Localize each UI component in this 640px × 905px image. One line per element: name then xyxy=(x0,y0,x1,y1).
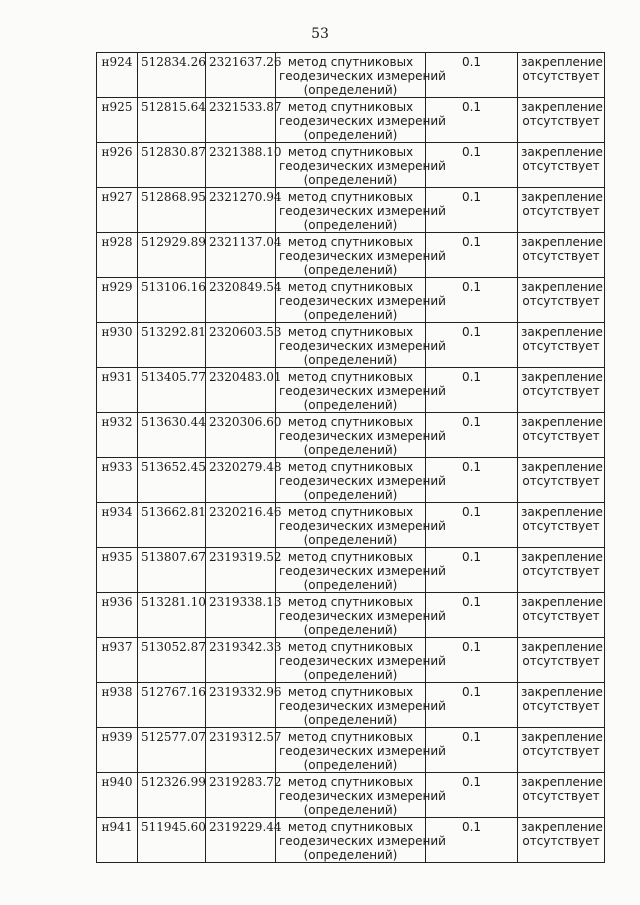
y-coordinate-cell: 2321388.10 xyxy=(206,143,276,188)
table-row xyxy=(97,323,605,368)
method-line: геодезических измерений xyxy=(279,609,446,623)
y-coordinate-cell: 2319332.96 xyxy=(206,683,276,728)
method-line: (определений) xyxy=(303,488,398,502)
method-cell xyxy=(276,593,446,638)
x-coordinate-cell: 513052.87 xyxy=(138,638,206,683)
method-cell xyxy=(276,503,446,548)
method-line: геодезических измерений xyxy=(279,744,446,758)
accuracy-cell: 0.1 xyxy=(426,233,518,278)
fixing-line: закрепление xyxy=(521,460,603,474)
x-coordinate-cell: 512767.16 xyxy=(138,683,206,728)
accuracy-cell: 0.1 xyxy=(426,638,518,683)
table-row xyxy=(97,638,605,683)
point-id-cell: н925 xyxy=(97,98,138,143)
point-id-cell: н926 xyxy=(97,143,138,188)
y-coordinate-cell: 2320306.60 xyxy=(206,413,276,458)
x-coordinate-cell: 511945.60 xyxy=(138,818,206,863)
method-cell xyxy=(276,368,446,413)
fixing-line: закрепление xyxy=(521,730,603,744)
method-line: метод спутниковых xyxy=(287,685,414,699)
fixing-line: закрепление xyxy=(521,55,603,69)
point-id-cell: н931 xyxy=(97,368,138,413)
fixing-line: отсутствует xyxy=(522,69,600,83)
point-id-cell: н936 xyxy=(97,593,138,638)
fixing-line: отсутствует xyxy=(522,564,600,578)
table-row xyxy=(97,818,605,863)
fixing-cell xyxy=(518,638,605,683)
method-line: геодезических измерений xyxy=(279,654,446,668)
point-id-cell: н924 xyxy=(97,53,138,98)
x-coordinate-cell: 512830.87 xyxy=(138,143,206,188)
x-coordinate-cell: 512815.64 xyxy=(138,98,206,143)
method-line: метод спутниковых xyxy=(287,190,414,204)
x-coordinate-cell: 513405.77 xyxy=(138,368,206,413)
fixing-line: закрепление xyxy=(521,640,603,654)
point-id-cell: н930 xyxy=(97,323,138,368)
table-row xyxy=(97,53,605,98)
y-coordinate-cell: 2319338.13 xyxy=(206,593,276,638)
fixing-line: закрепление xyxy=(521,550,603,564)
method-line: метод спутниковых xyxy=(287,820,414,834)
table-row xyxy=(97,683,605,728)
page-number: 53 xyxy=(311,26,329,42)
method-line: метод спутниковых xyxy=(287,595,414,609)
y-coordinate-cell: 2321270.94 xyxy=(206,188,276,233)
fixing-cell xyxy=(518,593,605,638)
accuracy-cell: 0.1 xyxy=(426,503,518,548)
accuracy-cell: 0.1 xyxy=(426,818,518,863)
table-row xyxy=(97,548,605,593)
method-line: метод спутниковых xyxy=(287,730,414,744)
method-line: (определений) xyxy=(303,713,398,727)
method-line: метод спутниковых xyxy=(287,550,414,564)
method-line: (определений) xyxy=(303,443,398,457)
point-id-cell: н929 xyxy=(97,278,138,323)
accuracy-cell: 0.1 xyxy=(426,98,518,143)
accuracy-cell: 0.1 xyxy=(426,683,518,728)
method-line: метод спутниковых xyxy=(287,775,414,789)
fixing-line: отсутствует xyxy=(522,474,600,488)
fixing-line: отсутствует xyxy=(522,249,600,263)
method-line: геодезических измерений xyxy=(279,249,446,263)
table-row xyxy=(97,278,605,323)
method-line: (определений) xyxy=(303,128,398,142)
point-id-cell: н939 xyxy=(97,728,138,773)
fixing-cell xyxy=(518,143,605,188)
fixing-line: закрепление xyxy=(521,775,603,789)
fixing-cell xyxy=(518,818,605,863)
coordinates-table-body xyxy=(97,53,605,863)
y-coordinate-cell: 2319319.52 xyxy=(206,548,276,593)
y-coordinate-cell: 2319312.57 xyxy=(206,728,276,773)
method-cell xyxy=(276,548,446,593)
method-cell xyxy=(276,143,446,188)
y-coordinate-cell: 2320279.48 xyxy=(206,458,276,503)
table-row xyxy=(97,368,605,413)
fixing-line: отсутствует xyxy=(522,744,600,758)
x-coordinate-cell: 513630.44 xyxy=(138,413,206,458)
method-line: метод спутниковых xyxy=(287,505,414,519)
x-coordinate-cell: 513807.67 xyxy=(138,548,206,593)
method-cell xyxy=(276,818,446,863)
fixing-cell xyxy=(518,683,605,728)
accuracy-cell: 0.1 xyxy=(426,548,518,593)
method-line: (определений) xyxy=(303,83,398,97)
method-line: геодезических измерений xyxy=(279,789,446,803)
method-line: геодезических измерений xyxy=(279,114,446,128)
fixing-cell xyxy=(518,188,605,233)
method-line: (определений) xyxy=(303,758,398,772)
point-id-cell: н933 xyxy=(97,458,138,503)
point-id-cell: н937 xyxy=(97,638,138,683)
fixing-line: отсутствует xyxy=(522,789,600,803)
table-row xyxy=(97,728,605,773)
table-row xyxy=(97,773,605,818)
x-coordinate-cell: 512868.95 xyxy=(138,188,206,233)
y-coordinate-cell: 2321637.26 xyxy=(206,53,276,98)
method-line: метод спутниковых xyxy=(287,55,414,69)
fixing-line: отсутствует xyxy=(522,834,600,848)
x-coordinate-cell: 513662.81 xyxy=(138,503,206,548)
point-id-cell: н941 xyxy=(97,818,138,863)
x-coordinate-cell: 513652.45 xyxy=(138,458,206,503)
y-coordinate-cell: 2319342.33 xyxy=(206,638,276,683)
table-row xyxy=(97,458,605,503)
point-id-cell: н938 xyxy=(97,683,138,728)
fixing-line: отсутствует xyxy=(522,159,600,173)
method-line: метод спутниковых xyxy=(287,325,414,339)
fixing-cell xyxy=(518,548,605,593)
method-line: метод спутниковых xyxy=(287,145,414,159)
method-line: геодезических измерений xyxy=(279,294,446,308)
method-line: геодезических измерений xyxy=(279,519,446,533)
fixing-cell xyxy=(518,233,605,278)
table-row xyxy=(97,143,605,188)
accuracy-cell: 0.1 xyxy=(426,143,518,188)
method-cell xyxy=(276,638,446,683)
fixing-cell xyxy=(518,728,605,773)
x-coordinate-cell: 513281.10 xyxy=(138,593,206,638)
method-line: метод спутниковых xyxy=(287,235,414,249)
y-coordinate-cell: 2319283.72 xyxy=(206,773,276,818)
method-line: геодезических измерений xyxy=(279,159,446,173)
fixing-cell xyxy=(518,278,605,323)
fixing-line: отсутствует xyxy=(522,609,600,623)
table-row xyxy=(97,593,605,638)
point-id-cell: н927 xyxy=(97,188,138,233)
x-coordinate-cell: 513106.16 xyxy=(138,278,206,323)
fixing-line: закрепление xyxy=(521,685,603,699)
fixing-cell xyxy=(518,53,605,98)
accuracy-cell: 0.1 xyxy=(426,413,518,458)
fixing-line: закрепление xyxy=(521,370,603,384)
method-line: (определений) xyxy=(303,398,398,412)
fixing-line: закрепление xyxy=(521,100,603,114)
method-line: геодезических измерений xyxy=(279,474,446,488)
fixing-line: отсутствует xyxy=(522,339,600,353)
method-cell xyxy=(276,773,446,818)
table-row xyxy=(97,233,605,278)
method-cell xyxy=(276,458,446,503)
y-coordinate-cell: 2319229.44 xyxy=(206,818,276,863)
fixing-line: отсутствует xyxy=(522,204,600,218)
coordinates-table xyxy=(96,52,605,863)
fixing-line: отсутствует xyxy=(522,519,600,533)
method-line: метод спутниковых xyxy=(287,460,414,474)
point-id-cell: н934 xyxy=(97,503,138,548)
fixing-line: закрепление xyxy=(521,145,603,159)
fixing-line: отсутствует xyxy=(522,429,600,443)
accuracy-cell: 0.1 xyxy=(426,458,518,503)
fixing-line: закрепление xyxy=(521,415,603,429)
method-line: геодезических измерений xyxy=(279,564,446,578)
method-cell xyxy=(276,98,446,143)
table-row xyxy=(97,503,605,548)
method-line: метод спутниковых xyxy=(287,370,414,384)
point-id-cell: н932 xyxy=(97,413,138,458)
fixing-cell xyxy=(518,323,605,368)
method-line: геодезических измерений xyxy=(279,69,446,83)
x-coordinate-cell: 513292.81 xyxy=(138,323,206,368)
method-line: метод спутниковых xyxy=(287,415,414,429)
fixing-line: отсутствует xyxy=(522,384,600,398)
method-line: (определений) xyxy=(303,263,398,277)
fixing-cell xyxy=(518,413,605,458)
accuracy-cell: 0.1 xyxy=(426,53,518,98)
method-line: метод спутниковых xyxy=(287,280,414,294)
method-line: геодезических измерений xyxy=(279,204,446,218)
fixing-line: закрепление xyxy=(521,190,603,204)
accuracy-cell: 0.1 xyxy=(426,593,518,638)
point-id-cell: н935 xyxy=(97,548,138,593)
fixing-line: закрепление xyxy=(521,280,603,294)
x-coordinate-cell: 512834.26 xyxy=(138,53,206,98)
fixing-cell xyxy=(518,773,605,818)
method-line: геодезических измерений xyxy=(279,384,446,398)
method-line: (определений) xyxy=(303,533,398,547)
fixing-cell xyxy=(518,503,605,548)
fixing-line: закрепление xyxy=(521,595,603,609)
method-cell xyxy=(276,278,446,323)
fixing-line: отсутствует xyxy=(522,294,600,308)
method-cell xyxy=(276,53,446,98)
method-line: (определений) xyxy=(303,668,398,682)
method-cell xyxy=(276,233,446,278)
table-row xyxy=(97,188,605,233)
method-line: (определений) xyxy=(303,623,398,637)
y-coordinate-cell: 2321137.04 xyxy=(206,233,276,278)
method-line: (определений) xyxy=(303,173,398,187)
fixing-line: закрепление xyxy=(521,505,603,519)
method-cell xyxy=(276,323,446,368)
y-coordinate-cell: 2320216.46 xyxy=(206,503,276,548)
table-row xyxy=(97,413,605,458)
method-line: (определений) xyxy=(303,848,398,862)
method-line: (определений) xyxy=(303,308,398,322)
y-coordinate-cell: 2320603.53 xyxy=(206,323,276,368)
accuracy-cell: 0.1 xyxy=(426,323,518,368)
fixing-line: закрепление xyxy=(521,820,603,834)
fixing-cell xyxy=(518,98,605,143)
method-cell xyxy=(276,413,446,458)
y-coordinate-cell: 2320849.54 xyxy=(206,278,276,323)
accuracy-cell: 0.1 xyxy=(426,728,518,773)
accuracy-cell: 0.1 xyxy=(426,368,518,413)
method-line: метод спутниковых xyxy=(287,100,414,114)
fixing-cell xyxy=(518,368,605,413)
fixing-line: отсутствует xyxy=(522,699,600,713)
fixing-line: отсутствует xyxy=(522,114,600,128)
method-line: метод спутниковых xyxy=(287,640,414,654)
method-line: (определений) xyxy=(303,353,398,367)
method-cell xyxy=(276,728,446,773)
method-cell xyxy=(276,188,446,233)
method-line: (определений) xyxy=(303,218,398,232)
fixing-line: закрепление xyxy=(521,325,603,339)
x-coordinate-cell: 512577.07 xyxy=(138,728,206,773)
fixing-cell xyxy=(518,458,605,503)
method-line: геодезических измерений xyxy=(279,834,446,848)
accuracy-cell: 0.1 xyxy=(426,188,518,233)
method-line: геодезических измерений xyxy=(279,429,446,443)
method-line: геодезических измерений xyxy=(279,699,446,713)
method-line: (определений) xyxy=(303,578,398,592)
fixing-line: отсутствует xyxy=(522,654,600,668)
y-coordinate-cell: 2321533.87 xyxy=(206,98,276,143)
x-coordinate-cell: 512326.99 xyxy=(138,773,206,818)
method-line: геодезических измерений xyxy=(279,339,446,353)
accuracy-cell: 0.1 xyxy=(426,278,518,323)
x-coordinate-cell: 512929.89 xyxy=(138,233,206,278)
y-coordinate-cell: 2320483.01 xyxy=(206,368,276,413)
accuracy-cell: 0.1 xyxy=(426,773,518,818)
point-id-cell: н940 xyxy=(97,773,138,818)
table-row xyxy=(97,98,605,143)
method-line: (определений) xyxy=(303,803,398,817)
method-cell xyxy=(276,683,446,728)
fixing-line: закрепление xyxy=(521,235,603,249)
point-id-cell: н928 xyxy=(97,233,138,278)
